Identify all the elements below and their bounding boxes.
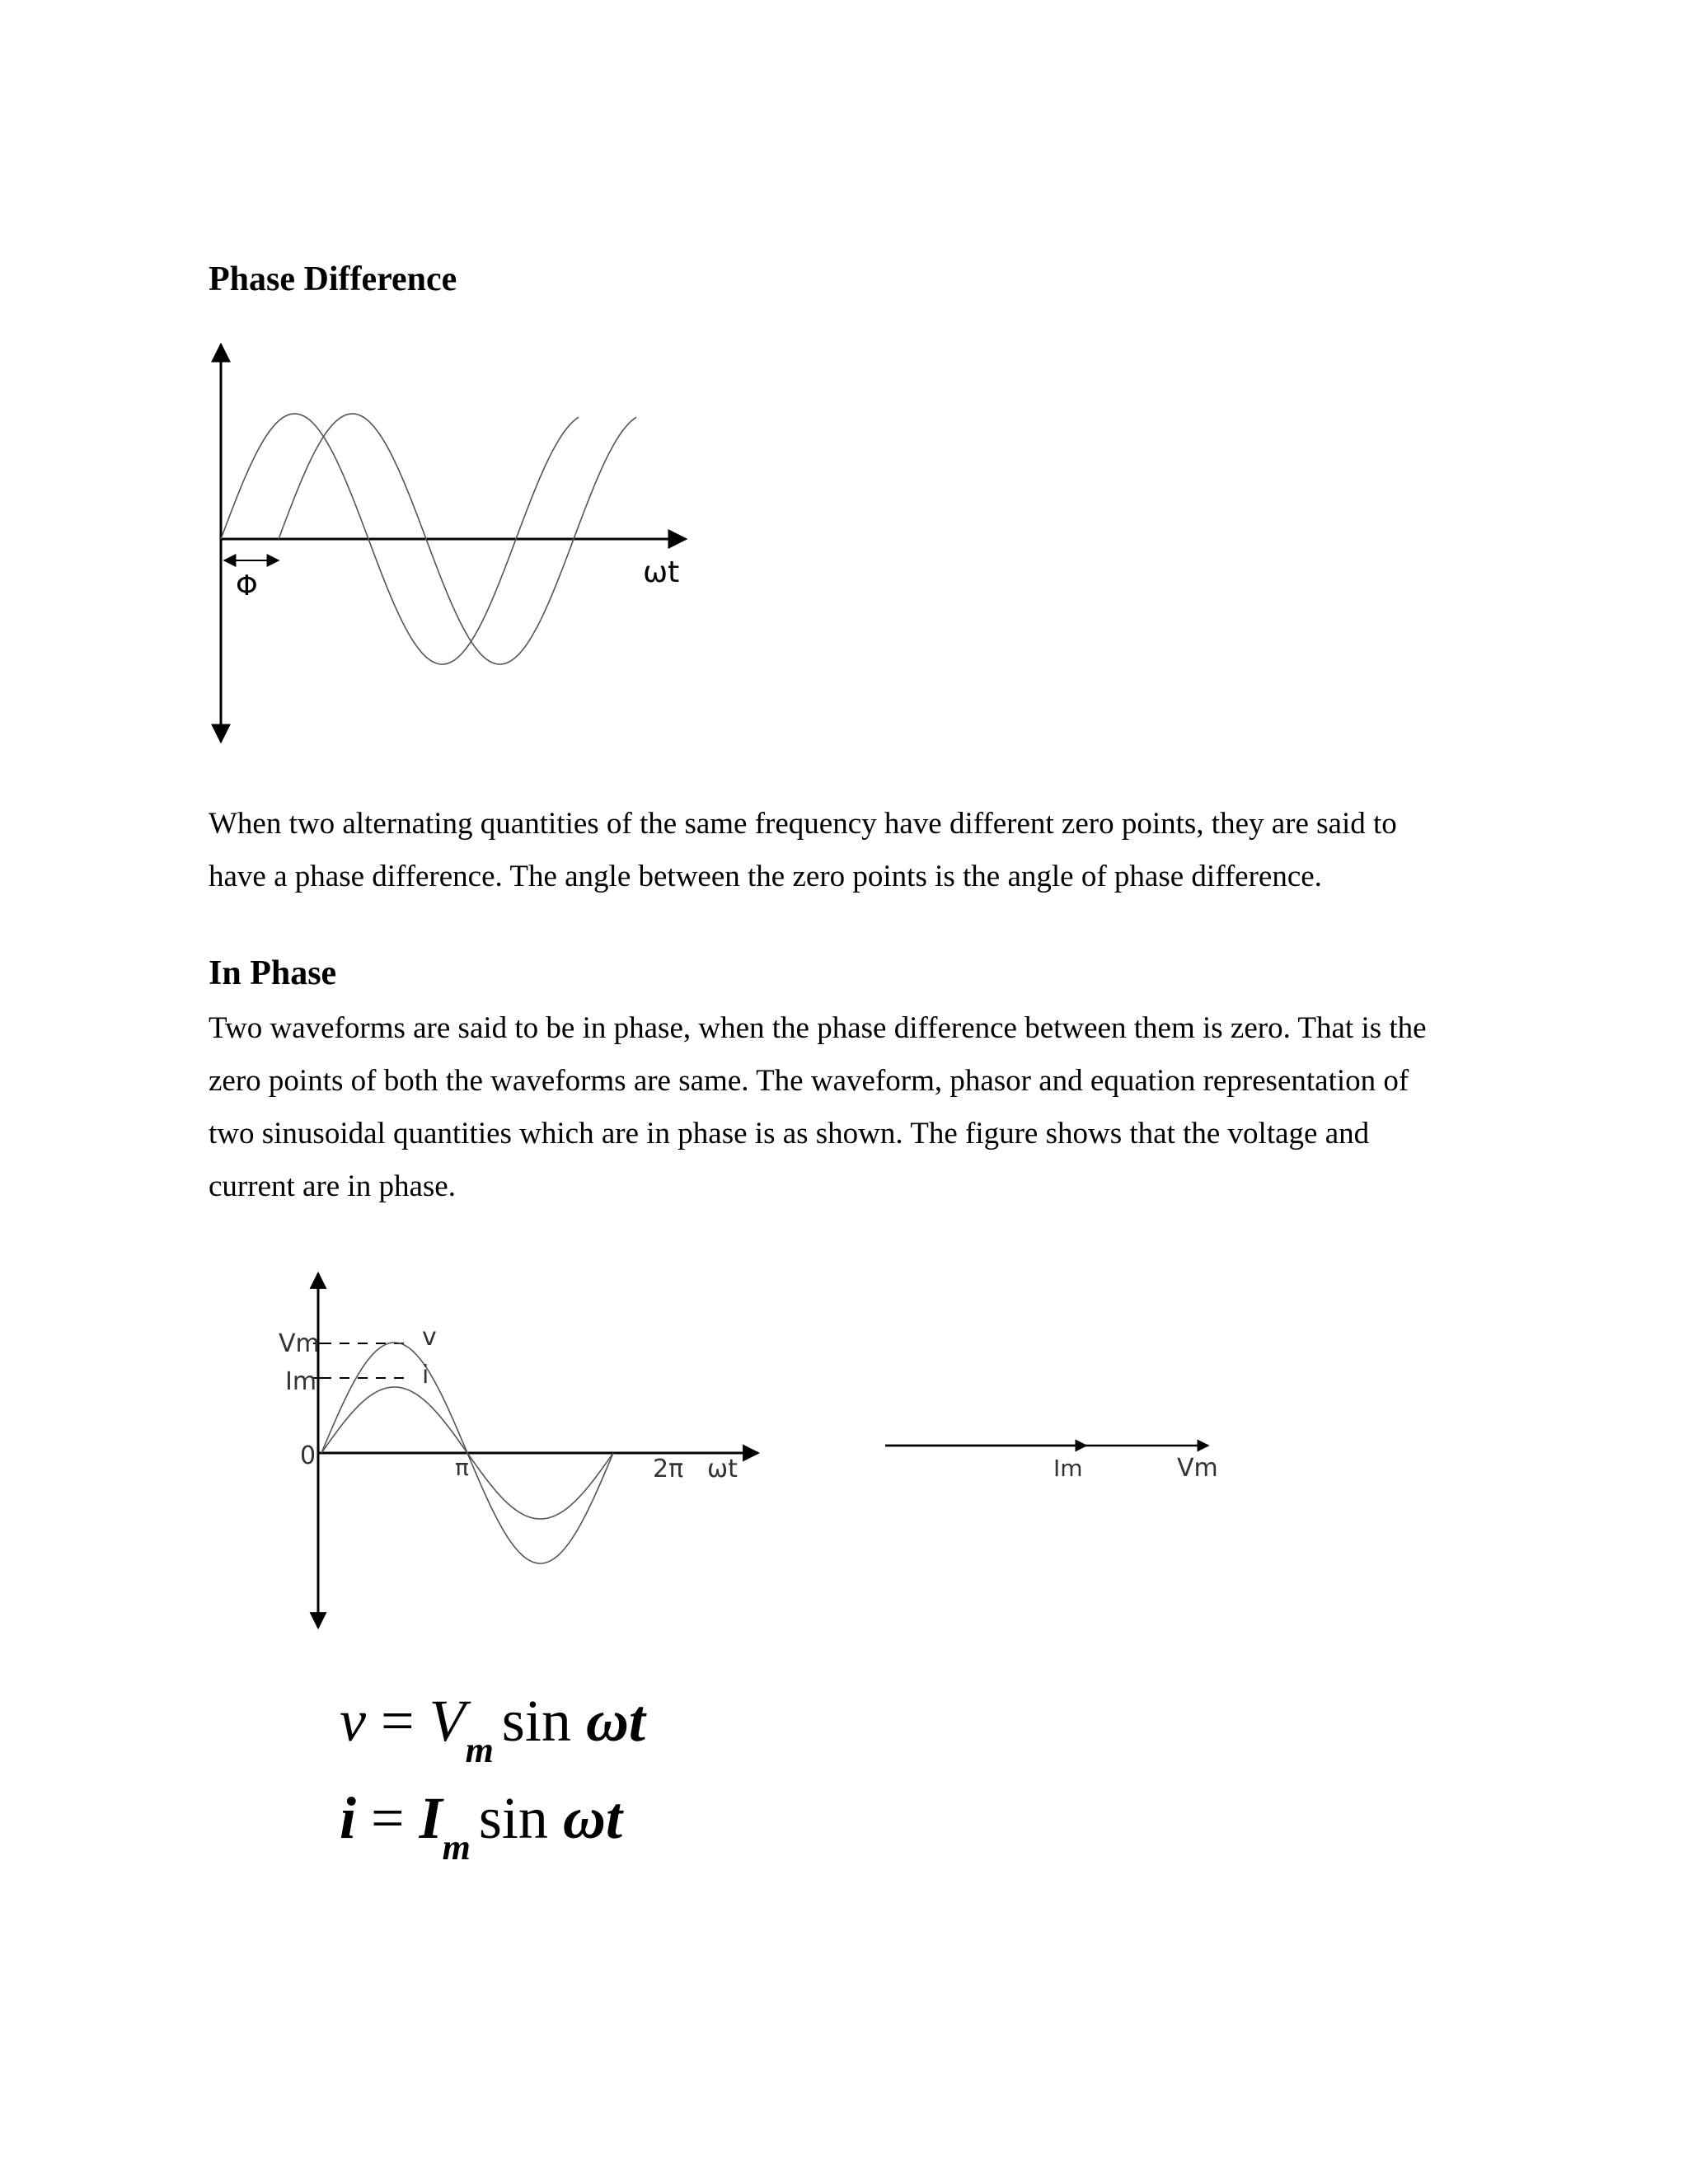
two-pi-label: 2π <box>653 1455 684 1483</box>
eq-equals: = <box>365 1688 429 1754</box>
eq-subscript: m <box>465 1730 494 1770</box>
in-phase-waveform-figure <box>272 1269 767 1632</box>
voltage-equation <box>340 1688 645 1770</box>
phase-difference-figure <box>206 338 701 742</box>
im-phasor-label: Im <box>1053 1455 1083 1482</box>
paragraph-line: zero points of both the waveforms are same. The waveform, phasor and equation representation of <box>209 1064 1409 1098</box>
eq-function: sin <box>501 1688 586 1754</box>
eq-equals: = <box>356 1785 420 1851</box>
in-phase-paragraph <box>209 1002 1494 1213</box>
eq-argument: ωt <box>585 1688 645 1754</box>
phase-difference-paragraph <box>209 798 1494 903</box>
v-curve-label: v <box>422 1323 437 1352</box>
section-title-phase-difference: Phase Difference <box>209 260 457 298</box>
eq-lhs: i <box>340 1785 357 1851</box>
paragraph-line: When two alternating quantities of the same frequency have different zero points, they are said to <box>209 807 1397 841</box>
i-curve-label: i <box>422 1361 429 1390</box>
pi-label: π <box>455 1454 469 1481</box>
wt-label: ωt <box>643 555 680 589</box>
vm-axis-label: Vm <box>279 1329 320 1358</box>
im-axis-label: Im <box>285 1367 317 1396</box>
vm-phasor-label: Vm <box>1177 1454 1218 1483</box>
zero-label: 0 <box>300 1441 316 1470</box>
paragraph-line: current are in phase. <box>209 1169 456 1203</box>
eq-amplitude: I <box>419 1785 443 1851</box>
in-phase-phasor-diagram <box>882 1438 1236 1488</box>
eq-function: sin <box>478 1785 563 1851</box>
current-equation <box>340 1785 622 1868</box>
eq-lhs: v <box>340 1688 366 1754</box>
section-title-in-phase: In Phase <box>209 954 337 992</box>
eq-amplitude: V <box>429 1688 466 1754</box>
eq-argument: ωt <box>562 1785 622 1851</box>
wt-label: ωt <box>707 1455 738 1483</box>
phi-label: Φ <box>236 569 258 602</box>
paragraph-line: have a phase difference. The angle between the zero points is the angle of phase difference. <box>209 860 1322 893</box>
eq-subscript: m <box>442 1827 471 1868</box>
paragraph-line: Two waveforms are said to be in phase, when the phase difference between them is zero. That is the <box>209 1011 1427 1045</box>
paragraph-line: two sinusoidal quantities which are in phase is as shown. The figure shows that the voltage and <box>209 1117 1370 1151</box>
